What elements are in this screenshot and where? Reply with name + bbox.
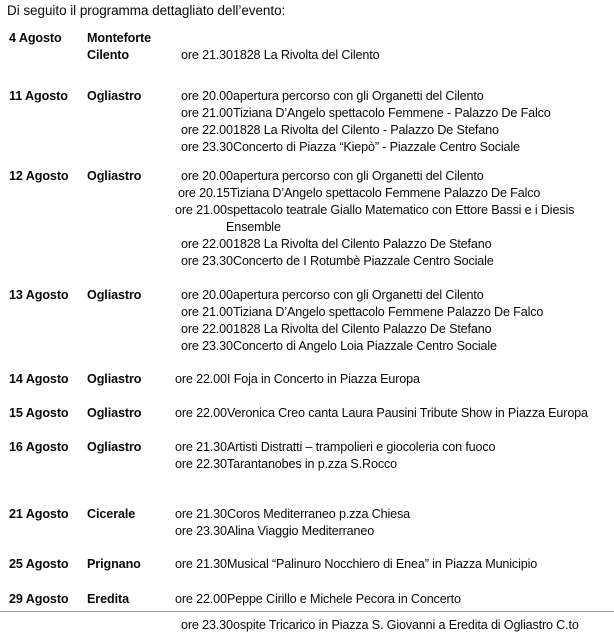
event-line bbox=[175, 523, 614, 540]
event-time: ore 23.30 bbox=[181, 339, 233, 353]
event-time: ore 21.00 bbox=[175, 203, 227, 217]
entry-place-line1: Ogliastro bbox=[87, 372, 142, 386]
event-line bbox=[181, 105, 614, 122]
entry-date bbox=[0, 287, 87, 304]
event-line bbox=[181, 304, 614, 321]
event-text: I Foja in Concerto in Piazza Europa bbox=[227, 372, 420, 386]
event-time: ore 20.00 bbox=[181, 169, 233, 183]
entry-events bbox=[175, 556, 614, 573]
event-time: ore 21.00 bbox=[181, 106, 233, 120]
event-continuation-line: Ensemble bbox=[226, 220, 281, 234]
event-text: Concerto di Piazza “Kiepò” - Piazzale Centro Sociale bbox=[233, 140, 520, 154]
entry-events bbox=[175, 591, 614, 608]
entry-place-line1: Ogliastro bbox=[87, 89, 142, 103]
event-line bbox=[175, 405, 614, 422]
event-time: ore 22.00 bbox=[175, 372, 227, 386]
event-time: ore 21.30 bbox=[181, 48, 233, 62]
entry-events bbox=[175, 439, 614, 473]
event-time: ore 22.00 bbox=[181, 322, 233, 336]
event-time: ore 23.30 bbox=[181, 140, 233, 154]
event-line bbox=[181, 321, 614, 338]
entry-date-text: 15 Agosto bbox=[9, 406, 69, 420]
entry-date bbox=[0, 30, 87, 47]
event-text: Tiziana D’Angelo spettacolo Femmene Palazzo De Falco bbox=[230, 186, 541, 200]
event-text: Artisti Distratti – trampolieri e giocoleria con fuoco bbox=[227, 440, 496, 454]
event-time: ore 22.00 bbox=[175, 406, 227, 420]
entry-place bbox=[87, 371, 175, 388]
event-time: ore 22.00 bbox=[181, 123, 233, 137]
entry-date-text: 4 Agosto bbox=[9, 31, 62, 45]
entry-events bbox=[175, 506, 614, 540]
entry-events bbox=[175, 88, 614, 156]
event-time: ore 21.30 bbox=[175, 557, 227, 571]
event-text: Musical “Palinuro Nocchiero di Enea” in Piazza Municipio bbox=[227, 557, 538, 571]
event-time: ore 21.30 bbox=[175, 507, 227, 521]
schedule-entry bbox=[0, 556, 614, 573]
horizontal-rule bbox=[0, 611, 614, 612]
entry-place bbox=[87, 88, 175, 105]
schedule-entry bbox=[0, 88, 614, 156]
event-line bbox=[181, 338, 614, 355]
schedule-entry bbox=[0, 287, 614, 355]
entry-events bbox=[175, 30, 614, 64]
schedule-entry bbox=[0, 371, 614, 388]
entry-date-text: 13 Agosto bbox=[9, 288, 69, 302]
event-line bbox=[175, 456, 614, 473]
entry-place-line1: Monteforte bbox=[87, 31, 152, 45]
event-text: Tarantanobes in p.zza S.Rocco bbox=[227, 457, 397, 471]
event-text: Concerto di Angelo Loia Piazzale Centro Sociale bbox=[233, 339, 497, 353]
event-line bbox=[175, 371, 614, 388]
event-text: Coros Mediterraneo p.zza Chiesa bbox=[227, 507, 410, 521]
entry-place bbox=[87, 405, 175, 422]
schedule-entry bbox=[0, 405, 614, 422]
event-line bbox=[175, 591, 614, 608]
event-time: ore 23.30 bbox=[175, 524, 227, 538]
event-time: ore 21.30 bbox=[175, 440, 227, 454]
event-line bbox=[181, 139, 614, 156]
entry-place-line2: Cilento bbox=[87, 48, 129, 62]
entry-date bbox=[0, 591, 87, 608]
event-line bbox=[181, 122, 614, 139]
event-line bbox=[175, 556, 614, 573]
entry-place-line1: Ogliastro bbox=[87, 406, 142, 420]
schedule-entry bbox=[0, 439, 614, 473]
event-time: ore 20.00 bbox=[181, 288, 233, 302]
entry-place bbox=[87, 30, 175, 64]
event-text: Tiziana D’Angelo spettacolo Femmene - Palazzo De Falco bbox=[233, 106, 551, 120]
entry-place-line1: Eredita bbox=[87, 592, 129, 606]
schedule-entry bbox=[0, 591, 614, 608]
event-time: ore 21.00 bbox=[181, 305, 233, 319]
entry-events bbox=[175, 371, 614, 388]
entry-place bbox=[87, 287, 175, 304]
event-time: ore 20.15 bbox=[178, 186, 230, 200]
event-line bbox=[175, 439, 614, 456]
event-text: ospite Tricarico in Piazza S. Giovanni a Eredita di Ogliastro C.to bbox=[233, 618, 579, 632]
event-text: 1828 La Rivolta del Cilento Palazzo De Stefano bbox=[233, 322, 492, 336]
entry-date-text: 14 Agosto bbox=[9, 372, 69, 386]
event-line bbox=[175, 253, 614, 270]
entry-date bbox=[0, 506, 87, 523]
entry-date bbox=[0, 371, 87, 388]
event-text: apertura percorso con gli Organetti del Cilento bbox=[233, 89, 484, 103]
entry-date bbox=[0, 556, 87, 573]
entry-date-text: 12 Agosto bbox=[9, 169, 69, 183]
entry-date-text: 25 Agosto bbox=[9, 557, 69, 571]
entry-place bbox=[87, 439, 175, 456]
schedule-entry bbox=[0, 506, 614, 540]
entry-date bbox=[0, 405, 87, 422]
schedule-entry bbox=[0, 168, 614, 270]
entry-place-line1: Ogliastro bbox=[87, 440, 142, 454]
entry-place-line1: Cicerale bbox=[87, 507, 136, 521]
event-text: Tiziana D’Angelo spettacolo Femmene Palazzo De Falco bbox=[233, 305, 544, 319]
event-time: ore 22.30 bbox=[175, 457, 227, 471]
entry-events bbox=[175, 287, 614, 355]
entry-date-text: 21 Agosto bbox=[9, 507, 69, 521]
event-line bbox=[181, 287, 614, 304]
event-line bbox=[175, 506, 614, 523]
entry-date-text: 16 Agosto bbox=[9, 440, 69, 454]
entry-place bbox=[87, 506, 175, 523]
entry-place-line1: Ogliastro bbox=[87, 288, 142, 302]
event-time: ore 22.00 bbox=[181, 237, 233, 251]
intro-paragraph: Di seguito il programma dettagliato dell’evento: bbox=[7, 3, 286, 18]
event-line bbox=[175, 168, 614, 185]
event-text: 1828 La Rivolta del Cilento bbox=[233, 48, 380, 62]
entry-date-text: 11 Agosto bbox=[9, 89, 68, 103]
event-text: 1828 La Rivolta del Cilento Palazzo De Stefano bbox=[233, 237, 492, 251]
entry-date bbox=[0, 168, 87, 185]
event-text: 1828 La Rivolta del Cilento - Palazzo De Stefano bbox=[233, 123, 499, 137]
entry-place bbox=[87, 556, 175, 573]
event-time: ore 23.30 bbox=[181, 254, 233, 268]
event-text: Peppe Cirillo e Michele Pecora in Concerto bbox=[227, 592, 461, 606]
entry-place-line1: Ogliastro bbox=[87, 169, 142, 183]
entry-place bbox=[87, 591, 175, 608]
event-time: ore 22.00 bbox=[175, 592, 227, 606]
entry-date-text: 29 Agosto bbox=[9, 592, 69, 606]
entry-place-line1: Prignano bbox=[87, 557, 141, 571]
event-text: apertura percorso con gli Organetti del Cilento bbox=[233, 288, 484, 302]
event-text: spettacolo teatrale Giallo Matematico con Ettore Bassi e i Diesis bbox=[227, 203, 575, 217]
event-line bbox=[175, 202, 614, 219]
event-time: ore 23.30 bbox=[181, 618, 233, 632]
event-line bbox=[181, 88, 614, 105]
entry-events bbox=[175, 168, 614, 270]
event-line bbox=[175, 185, 614, 202]
entry-date bbox=[0, 439, 87, 456]
entry-events bbox=[175, 405, 614, 422]
schedule-entry bbox=[0, 30, 614, 64]
event-line bbox=[175, 236, 614, 253]
entry-date bbox=[0, 88, 87, 105]
entry-place bbox=[87, 168, 175, 185]
event-time: ore 20.00 bbox=[181, 89, 233, 103]
event-text: Veronica Creo canta Laura Pausini Tribute Show in Piazza Europa bbox=[227, 406, 588, 420]
event-line bbox=[181, 47, 614, 64]
event-text: Alina Viaggio Mediterraneo bbox=[227, 524, 375, 538]
trailing-event-line bbox=[0, 617, 614, 634]
event-text: apertura percorso con gli Organetti del Cilento bbox=[233, 169, 484, 183]
event-text: Concerto de I Rotumbè Piazzale Centro Sociale bbox=[233, 254, 494, 268]
